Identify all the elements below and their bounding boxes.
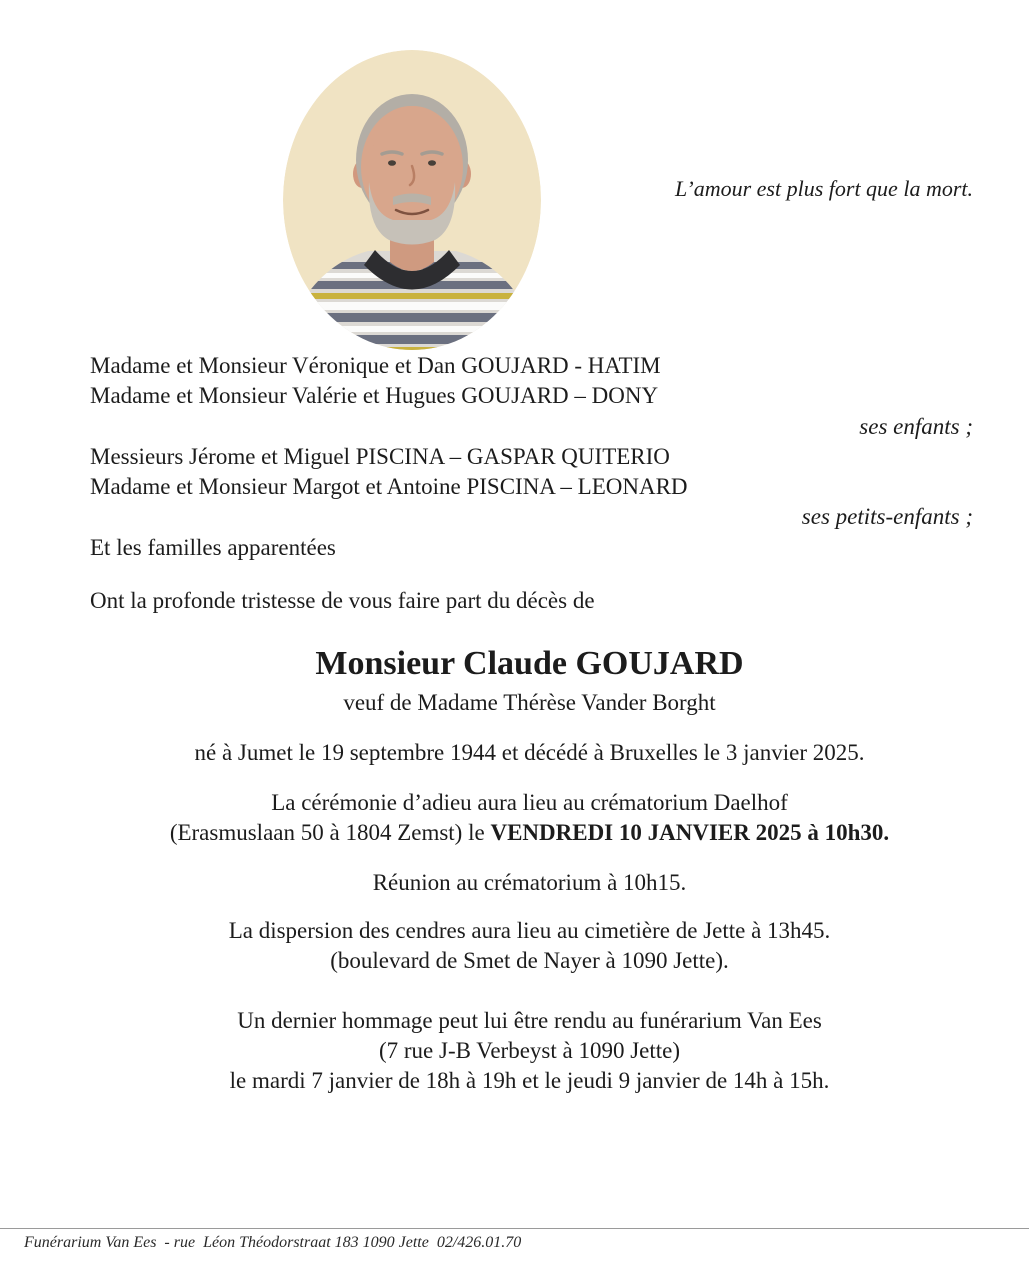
tribute-line-1: Un dernier hommage peut lui être rendu au funérarium Van Ees <box>237 1008 822 1033</box>
epigraph-quote: L’amour est plus fort que la mort. <box>674 176 973 201</box>
ceremony-line-2-prefix: (Erasmuslaan 50 à 1804 Zemst) le <box>169 820 491 845</box>
children-line-1: Madame et Monsieur Véronique et Dan GOUJARD - HATIM <box>90 353 661 378</box>
tribute-line-3: le mardi 7 janvier de 18h à 19h et le jeudi 9 janvier de 14h à 15h. <box>229 1068 830 1093</box>
ceremony-line-2 <box>30 820 1029 846</box>
meeting-line: Réunion au crématorium à 10h15. <box>372 870 687 895</box>
widower-line: veuf de Madame Thérèse Vander Borght <box>343 690 716 715</box>
footer-divider <box>0 1228 1029 1229</box>
grandchildren-line-2: Madame et Monsieur Margot et Antoine PISCINA – LEONARD <box>90 474 688 499</box>
announcement-line: Ont la profonde tristesse de vous faire part du décès de <box>90 588 595 613</box>
dispersion-line-2: (boulevard de Smet de Nayer à 1090 Jette). <box>330 948 729 973</box>
grandchildren-label: ses petits-enfants ; <box>801 504 973 530</box>
children-line-2: Madame et Monsieur Valérie et Hugues GOUJARD – DONY <box>90 383 659 409</box>
related-families-line: Et les familles apparentées <box>90 534 336 560</box>
deceased-name: Monsieur Claude GOUJARD <box>315 645 744 682</box>
birth-death-line: né à Jumet le 19 septembre 1944 et décédé à Bruxelles le 3 janvier 2025. <box>194 740 865 765</box>
center-column <box>30 0 1029 1280</box>
ceremony-line-1: La cérémonie d’adieu aura lieu au crématorium Daelhof <box>271 790 788 815</box>
children-label: ses enfants ; <box>859 413 973 439</box>
tribute-line-2: (7 rue J-B Verbeyst à 1090 Jette) <box>378 1038 681 1063</box>
grandchildren-line-1: Messieurs Jérome et Miguel PISCINA – GASPAR QUITERIO <box>90 443 670 469</box>
ceremony-date-bold: VENDREDI 10 JANVIER 2025 à 10h30. <box>490 820 890 845</box>
dispersion-line-1: La dispersion des cendres aura lieu au cimetière de Jette à 13h45. <box>228 918 831 943</box>
footer-funeral-home-info: Funérarium Van Ees - rue Léon Théodorstraat 183 1090 Jette 02/426.01.70 <box>24 1234 522 1251</box>
